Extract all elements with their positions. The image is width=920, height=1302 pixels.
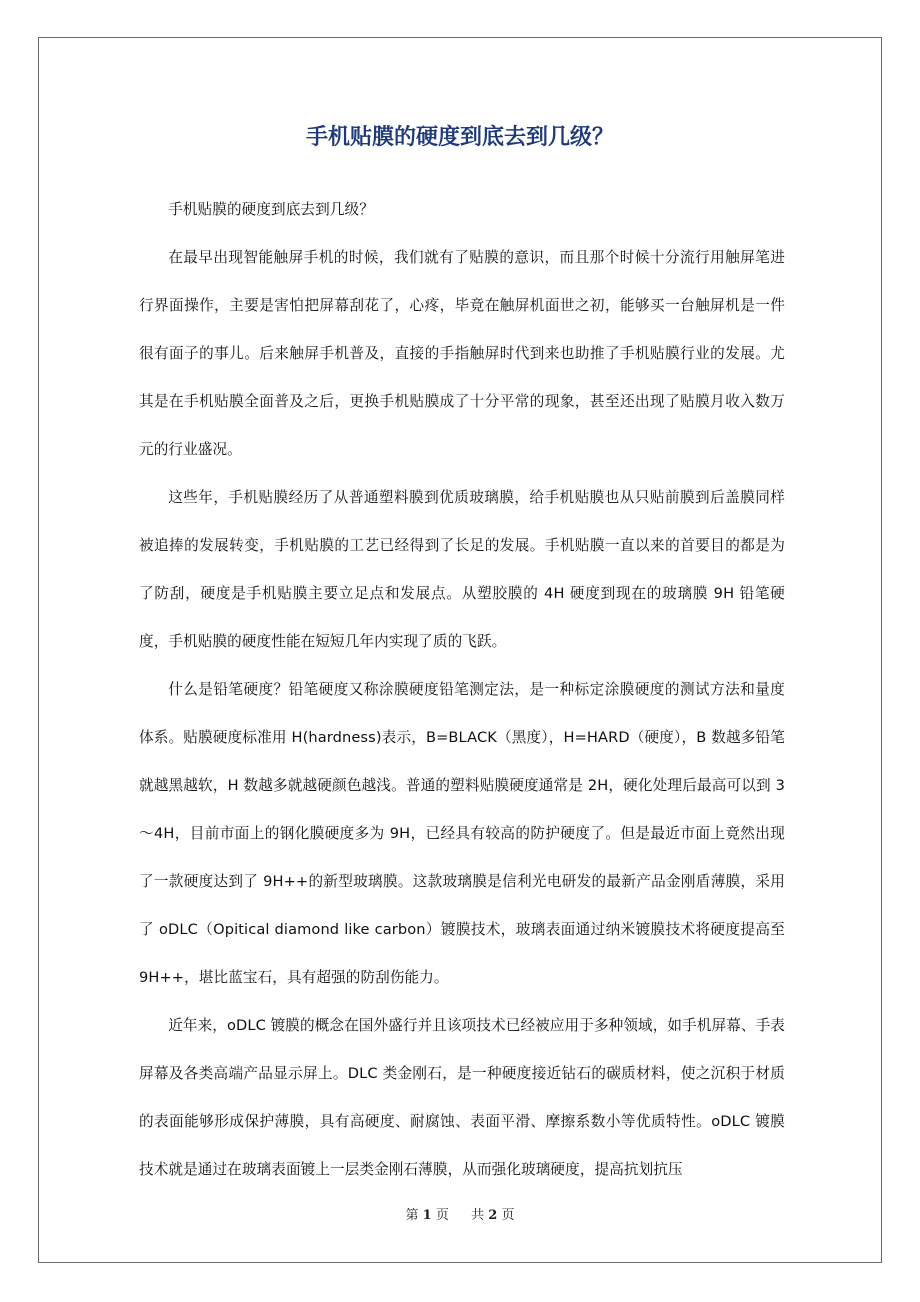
total-prefix: 共: [471, 1208, 485, 1223]
paragraph: 在最早出现智能触屏手机的时候，我们就有了贴膜的意识，而且那个时候十分流行用触屏笔进行界面操作，主要是害怕把屏幕刮花了，心疼，毕竟在触屏机面世之初，能够买一台触屏机是一件很有面子的事儿。后来触屏手机普及，直接的手指触屏时代到来也助推了手机贴膜行业的发展。尤其是在手机贴膜全面普及之后，更换手机贴膜成了十分平常的现象，甚至还出现了贴膜月收入数万元的行业盛况。: [139, 249, 785, 458]
page-number: 1: [422, 1208, 432, 1223]
page-footer: [0, 1204, 920, 1228]
page-suffix: 页: [435, 1208, 449, 1223]
document-title: 手机贴膜的硬度到底去到几级？: [305, 125, 614, 150]
total-pages: 2: [488, 1208, 498, 1223]
total-suffix: 页: [501, 1208, 515, 1223]
paragraph: 什么是铅笔硬度？铅笔硬度又称涂膜硬度铅笔测定法，是一种标定涂膜硬度的测试方法和量度体系。贴膜硬度标准用 H(hardness)表示，B=BLACK（黑度），H=HARD（硬度），B 数越多铅笔就越黑越软，H 数越多就越硬颜色越浅。普通的塑料贴膜硬度通常是 2H，硬化处理后最高可以到 3～4H，目前市面上的钢化膜硬度多为 9H，已经具有较高的防护硬度了。但是最近市面上竟然出现了一款硬度达到了 9H++的新型玻璃膜。这款玻璃膜是信利光电研发的最新产品金刚盾薄膜，采用了 oDLC（Opitical diamond like carbon）镀膜技术，玻璃表面通过纳米镀膜技术将硬度提高至 9H++，堪比蓝宝石，具有超强的防刮伤能力。: [139, 681, 785, 986]
page-prefix: 第: [405, 1208, 419, 1223]
paragraph: 近年来，oDLC 镀膜的概念在国外盛行并且该项技术已经被应用于多种领域，如手机屏幕、手表屏幕及各类高端产品显示屏上。DLC 类金刚石，是一种硬度接近钻石的碳质材料，使之沉积于材质的表面能够形成保护薄膜，具有高硬度、耐腐蚀、表面平滑、摩擦系数小等优质特性。oDLC 镀膜技术就是通过在玻璃表面镀上一层类金刚石薄膜，从而强化玻璃硬度，提高抗划抗压: [139, 1017, 785, 1178]
paragraph: 这些年，手机贴膜经历了从普通塑料膜到优质玻璃膜，给手机贴膜也从只贴前膜到后盖膜同样被追捧的发展转变，手机贴膜的工艺已经得到了长足的发展。手机贴膜一直以来的首要目的都是为了防刮，硬度是手机贴膜主要立足点和发展点。从塑胶膜的 4H 硬度到现在的玻璃膜 9H 铅笔硬度，手机贴膜的硬度性能在短短几年内实现了质的飞跃。: [139, 489, 785, 650]
paragraph: 手机贴膜的硬度到底去到几级？: [168, 201, 374, 218]
document-body: [139, 186, 785, 1194]
